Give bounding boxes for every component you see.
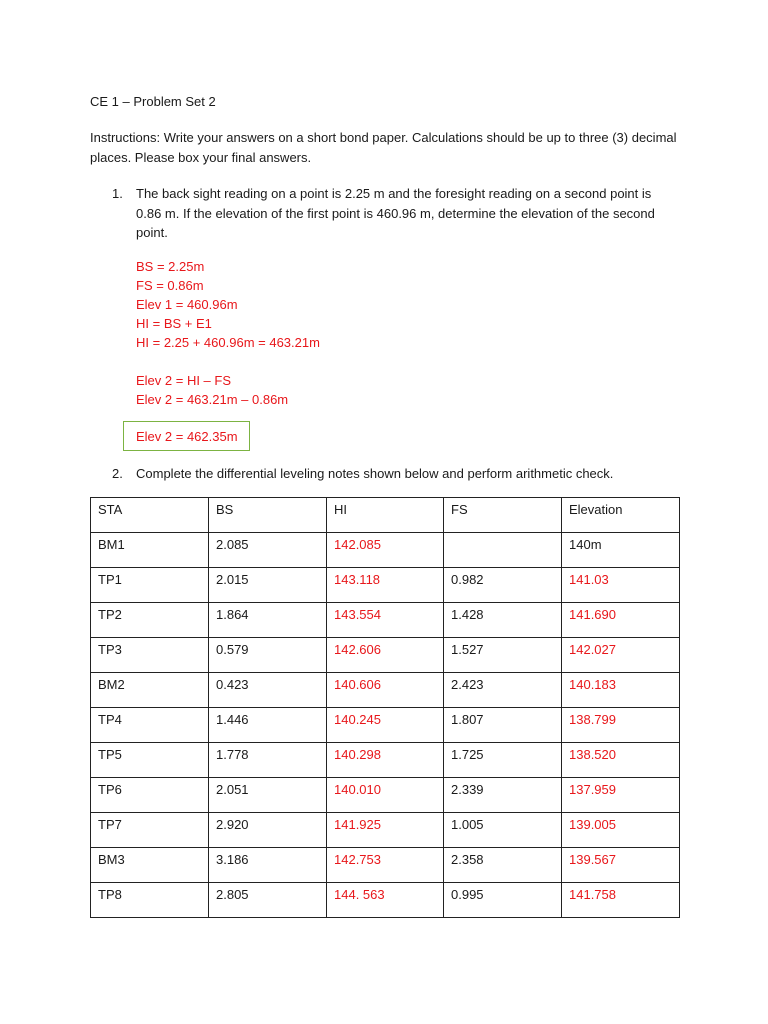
- table-cell: 1.725: [444, 743, 562, 778]
- solution-line: HI = BS + E1: [136, 316, 212, 331]
- page-title: CE 1 – Problem Set 2: [90, 94, 216, 109]
- table-cell: 140m: [562, 533, 680, 568]
- table-cell: 138.799: [562, 708, 680, 743]
- table-cell: 0.982: [444, 568, 562, 603]
- solution-gap: [136, 352, 320, 371]
- table-cell: 140.010: [327, 778, 444, 813]
- leveling-notes-table: [90, 497, 680, 918]
- table-row: [91, 743, 680, 778]
- table-cell: 1.807: [444, 708, 562, 743]
- table-cell: TP7: [91, 813, 209, 848]
- table-cell: 142.753: [327, 848, 444, 883]
- table-cell: 140.298: [327, 743, 444, 778]
- question-1: [112, 184, 672, 243]
- column-header: STA: [91, 498, 209, 533]
- table-row: [91, 708, 680, 743]
- table-cell: [444, 533, 562, 568]
- column-header: Elevation: [562, 498, 680, 533]
- table-cell: BM1: [91, 533, 209, 568]
- column-header: HI: [327, 498, 444, 533]
- table-cell: 2.805: [209, 883, 327, 918]
- table-cell: BM3: [91, 848, 209, 883]
- table-cell: 2.423: [444, 673, 562, 708]
- table-cell: 1.778: [209, 743, 327, 778]
- instructions-text: Instructions: Write your answers on a short bond paper. Calculations should be up to three (3) decimal places. Please box your final answers.: [90, 130, 677, 165]
- table-cell: 144. 563: [327, 883, 444, 918]
- column-header: BS: [209, 498, 327, 533]
- table-header-row: [91, 498, 680, 533]
- solution-line: Elev 2 = 463.21m – 0.86m: [136, 392, 289, 407]
- table-cell: 2.339: [444, 778, 562, 813]
- table-cell: TP6: [91, 778, 209, 813]
- table-cell: 141.925: [327, 813, 444, 848]
- table-row: [91, 848, 680, 883]
- table-cell: 1.428: [444, 603, 562, 638]
- solution-line: Elev 1 = 460.96m: [136, 297, 238, 312]
- table-row: [91, 533, 680, 568]
- table-cell: 141.758: [562, 883, 680, 918]
- final-answer-box: Elev 2 = 462.35m: [123, 421, 250, 451]
- table-cell: 0.579: [209, 638, 327, 673]
- table-row: [91, 568, 680, 603]
- table-cell: 0.423: [209, 673, 327, 708]
- table-row: [91, 638, 680, 673]
- table-cell: TP4: [91, 708, 209, 743]
- table-row: [91, 673, 680, 708]
- question-1-number: 1.: [112, 186, 123, 201]
- table-row: [91, 813, 680, 848]
- question-1-solution: [136, 257, 320, 409]
- column-header: FS: [444, 498, 562, 533]
- table-cell: TP8: [91, 883, 209, 918]
- table-cell: 1.864: [209, 603, 327, 638]
- table-cell: 141.03: [562, 568, 680, 603]
- solution-line: Elev 2 = HI – FS: [136, 373, 232, 388]
- table-cell: 143.118: [327, 568, 444, 603]
- table-cell: 141.690: [562, 603, 680, 638]
- table-row: [91, 603, 680, 638]
- question-2: [112, 464, 672, 484]
- table-row: [91, 778, 680, 813]
- table-cell: 142.606: [327, 638, 444, 673]
- table-cell: 138.520: [562, 743, 680, 778]
- table-cell: 140.606: [327, 673, 444, 708]
- table-cell: 139.567: [562, 848, 680, 883]
- table-cell: TP2: [91, 603, 209, 638]
- question-1-text: The back sight reading on a point is 2.25 m and the foresight reading on a second point is 0.86 m. If the elevation of the first point is 460.96 m, determine the elevation of the second point.: [136, 186, 655, 240]
- table-cell: 2.015: [209, 568, 327, 603]
- table-cell: 3.186: [209, 848, 327, 883]
- solution-line: BS = 2.25m: [136, 259, 205, 274]
- table-cell: 137.959: [562, 778, 680, 813]
- table-row: [91, 883, 680, 918]
- table-cell: 139.005: [562, 813, 680, 848]
- table-cell: 2.051: [209, 778, 327, 813]
- table-cell: 140.245: [327, 708, 444, 743]
- table-cell: 142.027: [562, 638, 680, 673]
- table-cell: 1.005: [444, 813, 562, 848]
- table-cell: 142.085: [327, 533, 444, 568]
- question-2-text: Complete the differential leveling notes shown below and perform arithmetic check.: [136, 466, 614, 481]
- table-cell: 143.554: [327, 603, 444, 638]
- table-cell: 140.183: [562, 673, 680, 708]
- table-cell: 1.527: [444, 638, 562, 673]
- table-cell: 1.446: [209, 708, 327, 743]
- solution-line: FS = 0.86m: [136, 278, 204, 293]
- table-cell: 2.358: [444, 848, 562, 883]
- solution-line: HI = 2.25 + 460.96m = 463.21m: [136, 335, 320, 350]
- table-cell: TP5: [91, 743, 209, 778]
- question-2-number: 2.: [112, 466, 123, 481]
- table-cell: TP1: [91, 568, 209, 603]
- table-cell: TP3: [91, 638, 209, 673]
- table-cell: 2.920: [209, 813, 327, 848]
- table-cell: 2.085: [209, 533, 327, 568]
- table-cell: 0.995: [444, 883, 562, 918]
- table-cell: BM2: [91, 673, 209, 708]
